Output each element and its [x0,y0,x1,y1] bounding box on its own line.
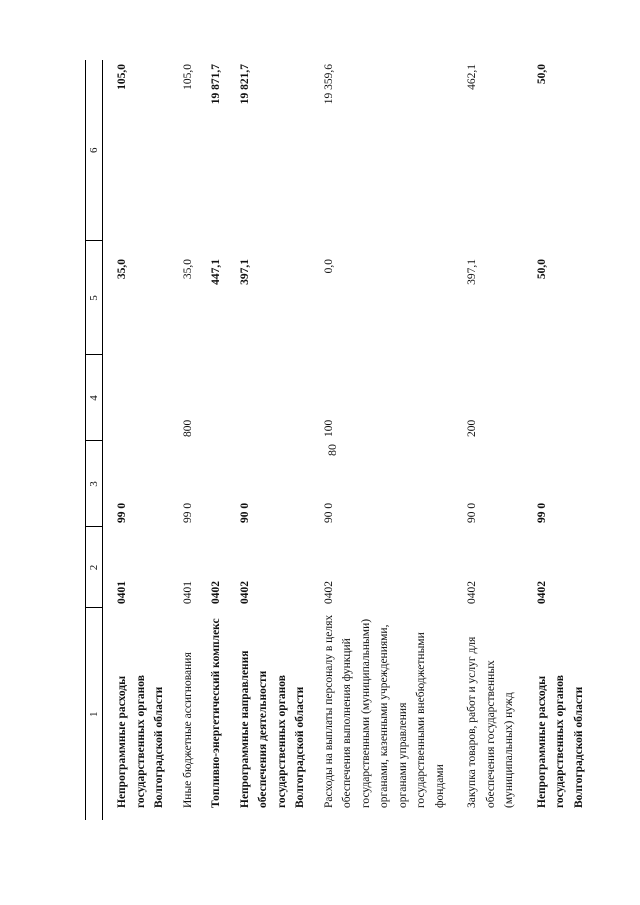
cell-c6: 19 871,7 [210,64,222,105]
table-row [169,60,198,820]
cell-c2: 0401 [181,581,194,604]
cell-c3: 90 0 [238,502,251,523]
cell-c6: 105,0 [181,64,194,90]
cell-c2: 0402 [466,581,478,604]
cell-c2: 0401 [116,581,128,604]
header-col-6: 6 [86,60,103,241]
cell-name: Иные бюджетные ассигнования [181,652,194,808]
cell-c6: 19 359,6 [322,64,335,105]
header-col-4: 4 [86,355,103,441]
cell-c3: 99 0 [181,502,194,523]
cell-c2: 0402 [535,581,548,604]
cell-c4 [519,355,589,441]
cell-c2: 0402 [322,581,335,604]
cell-c5: 50,0 [535,259,548,280]
header-col-2: 2 [86,527,103,608]
header-col-5: 5 [86,241,103,355]
cell-c6: 50,0 [535,64,548,85]
cell-name: Непрограммные расходы государственных органов Волгоградской области [535,675,585,808]
page-number: 80 [325,444,339,456]
cell-c5: 35,0 [181,259,194,280]
table-row [226,60,310,820]
budget-table [85,60,588,820]
cell-c5: 0,0 [322,259,335,274]
cell-c6: 105,0 [116,64,128,90]
cell-c3: 99 0 [116,502,128,523]
header-col-1: 1 [86,608,103,820]
cell-name: Непрограммные расходы государственных органов Волгоградской области [116,675,165,808]
cell-c3: 90 0 [322,502,335,523]
cell-c4: 200 [466,419,478,437]
header-row [86,60,103,820]
header-col-3: 3 [86,441,103,527]
cell-c5: 447,1 [210,259,222,285]
cell-c5: 397,1 [238,259,251,285]
table-row [197,60,226,820]
table-row [310,60,450,820]
cell-c3 [197,441,226,527]
cell-c5: 397,1 [466,259,478,285]
budget-table-rotated [85,60,585,820]
cell-c6: 19 821,7 [238,64,251,105]
table-row [519,60,589,820]
cell-c4 [103,355,169,441]
cell-name: Непрограммные направления обеспечения деятельности государственных органов Волгоградской области [238,650,306,808]
table-body [103,60,589,820]
cell-c4: 100 [322,419,335,437]
table-row [103,60,169,820]
cell-c6: 462,1 [466,64,478,90]
cell-c2: 0402 [238,581,251,604]
cell-name: Закупка товаров, работ и услуг для обеспечения государственных (муниципальных) нужд [466,636,515,808]
cell-c4: 800 [181,419,194,437]
cell-c5: 35,0 [116,259,128,280]
cell-c3: 99 0 [535,502,548,523]
cell-c4 [226,355,310,441]
cell-c4 [197,355,226,441]
table-row [449,60,519,820]
cell-name: Расходы на выплаты персоналу в целях обеспечения выполнения функций государственными (муниципальными) органами, казенными учреждениями, органами управления государственными внебюджетными фондами [322,614,446,808]
cell-c2: 0402 [210,581,222,604]
cell-c3: 90 0 [466,502,478,523]
cell-name: Топливно-энергетический комплекс [210,618,222,808]
